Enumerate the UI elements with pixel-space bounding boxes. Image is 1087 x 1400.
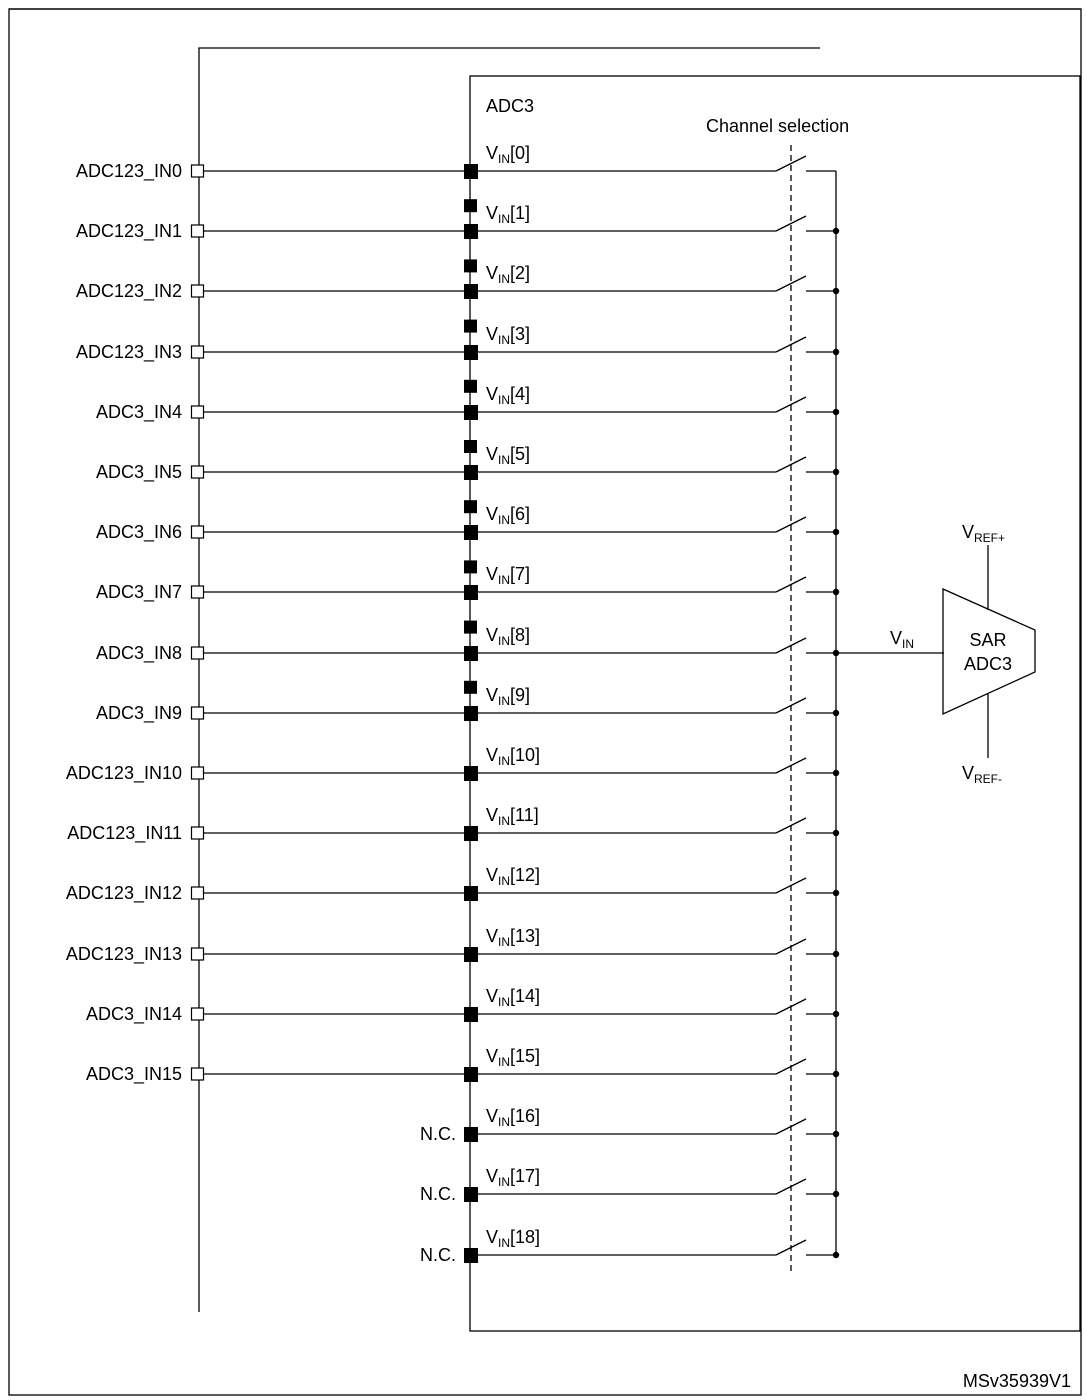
pin-pad <box>192 827 204 839</box>
adc-pad <box>464 224 478 239</box>
adc-pad <box>464 1187 478 1202</box>
junction-dot <box>833 1011 839 1017</box>
vref-minus-label: $V_{REF-}$ <box>962 763 1003 786</box>
pin-label: ADC123_IN0 <box>75 161 182 181</box>
pin-pad <box>192 346 204 358</box>
junction-dot <box>833 830 839 836</box>
vin-label: $V_{IN}[10]$ <box>486 745 541 768</box>
junction-dot <box>833 469 839 475</box>
vin-label: $V_{IN}[14]$ <box>486 986 541 1009</box>
junction-dot <box>833 770 839 776</box>
junction-dot <box>833 228 839 234</box>
junction-dot <box>833 589 839 595</box>
junction-dot <box>833 650 839 656</box>
pin-label: ADC123_IN3 <box>75 342 182 362</box>
vin-output-label: $V_{IN}$ <box>890 628 915 651</box>
sar-adc3-symbol <box>943 589 1035 714</box>
pin-label: ADC3_IN9 <box>95 703 182 723</box>
junction-dot <box>833 710 839 716</box>
filler-pad <box>464 380 477 393</box>
pin-label: ADC3_IN5 <box>95 462 182 482</box>
filler-pad <box>464 199 477 212</box>
pin-label: ADC3_IN15 <box>85 1064 182 1084</box>
vin-label: $V_{IN}[18]$ <box>486 1227 541 1250</box>
sar-label-line1: SAR <box>969 630 1007 650</box>
channel-switch <box>776 1059 806 1074</box>
adc-pad <box>464 284 478 299</box>
vin-label: $V_{IN}[7]$ <box>486 564 531 587</box>
vin-label: $V_{IN}[17]$ <box>486 1166 541 1189</box>
vin-label: $V_{IN}[12]$ <box>486 865 541 888</box>
adc-pad <box>464 525 478 540</box>
filler-pad <box>464 560 477 573</box>
adc-pad <box>464 1127 478 1142</box>
pin-pad <box>192 406 204 418</box>
adc-pad <box>464 826 478 841</box>
channel-switch <box>776 1119 806 1134</box>
channel-rows <box>66 143 839 1265</box>
pin-pad <box>192 707 204 719</box>
nc-label: N.C. <box>420 1124 456 1144</box>
figure-frame <box>9 9 1081 1395</box>
adc-pad <box>464 947 478 962</box>
adc-pad <box>464 1067 478 1082</box>
pin-pad <box>192 225 204 237</box>
pin-pad <box>192 1008 204 1020</box>
junction-dot <box>833 349 839 355</box>
block-name: ADC3 <box>486 96 535 116</box>
adc-pad <box>464 766 478 781</box>
junction-dot <box>833 1191 839 1197</box>
junction-dot <box>833 1071 839 1077</box>
junction-dot <box>833 890 839 896</box>
adc-pad <box>464 164 478 179</box>
vin-label: $V_{IN}[3]$ <box>486 324 531 347</box>
pin-pad <box>192 887 204 899</box>
pin-label: ADC123_IN2 <box>75 281 182 301</box>
vref-plus-label: $V_{REF+}$ <box>962 522 1006 545</box>
vin-label: $V_{IN}[0]$ <box>486 143 531 166</box>
adc-pad <box>464 405 478 420</box>
vin-label: $V_{IN}[2]$ <box>486 263 531 286</box>
filler-pad <box>464 681 477 694</box>
pin-pad <box>192 586 204 598</box>
channel-switch <box>776 1179 806 1194</box>
junction-dot <box>833 529 839 535</box>
pin-pad <box>192 526 204 538</box>
pin-pad <box>192 767 204 779</box>
junction-dot <box>833 409 839 415</box>
junction-dot <box>833 951 839 957</box>
channel-switch <box>776 999 806 1014</box>
sar-label-line2: ADC3 <box>963 654 1013 674</box>
pin-pad <box>192 1068 204 1080</box>
junction-dot <box>833 288 839 294</box>
vin-label: $V_{IN}[15]$ <box>486 1046 541 1069</box>
junction-dot <box>833 1252 839 1258</box>
pin-label: ADC3_IN14 <box>85 1004 182 1024</box>
nc-label: N.C. <box>420 1184 456 1204</box>
pin-label: ADC123_IN11 <box>67 823 182 843</box>
adc-pad <box>464 1248 478 1263</box>
vin-label: $V_{IN}[5]$ <box>486 444 531 467</box>
adc-pad <box>464 1007 478 1022</box>
pin-pad <box>192 285 204 297</box>
vin-label: $V_{IN}[8]$ <box>486 625 531 648</box>
pin-pad <box>192 165 204 177</box>
pin-label: ADC3_IN4 <box>95 402 182 422</box>
pin-pad <box>192 466 204 478</box>
adc-pad <box>464 345 478 360</box>
pin-label: ADC123_IN1 <box>75 221 182 241</box>
adc-pad <box>464 465 478 480</box>
figure-id: MSv35939V1 <box>962 1371 1071 1391</box>
filler-pad <box>464 500 477 513</box>
vin-label: $V_{IN}[1]$ <box>486 203 531 226</box>
pin-pad <box>192 948 204 960</box>
pin-pad <box>192 647 204 659</box>
pin-label: ADC3_IN7 <box>95 582 182 602</box>
filler-pad <box>464 440 477 453</box>
vin-label: $V_{IN}[13]$ <box>486 926 541 949</box>
filler-pad <box>464 259 477 272</box>
vin-label: $V_{IN}[4]$ <box>486 384 531 407</box>
channel-switch <box>776 1240 806 1255</box>
vin-label: $V_{IN}[16]$ <box>486 1106 541 1129</box>
vin-label: $V_{IN}[11]$ <box>486 805 539 828</box>
pin-label: ADC3_IN8 <box>95 643 182 663</box>
adc-pad <box>464 706 478 721</box>
vin-label: $V_{IN}[6]$ <box>486 504 531 527</box>
channel-selection-label: Channel selection <box>706 116 850 136</box>
pin-label: ADC123_IN12 <box>65 883 182 903</box>
adc-pad <box>464 585 478 600</box>
junction-dot <box>833 1131 839 1137</box>
channel-switch <box>776 939 806 954</box>
adc-pad <box>464 886 478 901</box>
pin-label: ADC3_IN6 <box>95 522 182 542</box>
vin-label: $V_{IN}[9]$ <box>486 685 531 708</box>
adc-pad <box>464 646 478 661</box>
filler-pad <box>464 621 477 634</box>
filler-pad <box>464 320 477 333</box>
pin-label: ADC123_IN10 <box>65 763 182 783</box>
nc-label: N.C. <box>420 1245 456 1265</box>
pin-label: ADC123_IN13 <box>65 944 182 964</box>
